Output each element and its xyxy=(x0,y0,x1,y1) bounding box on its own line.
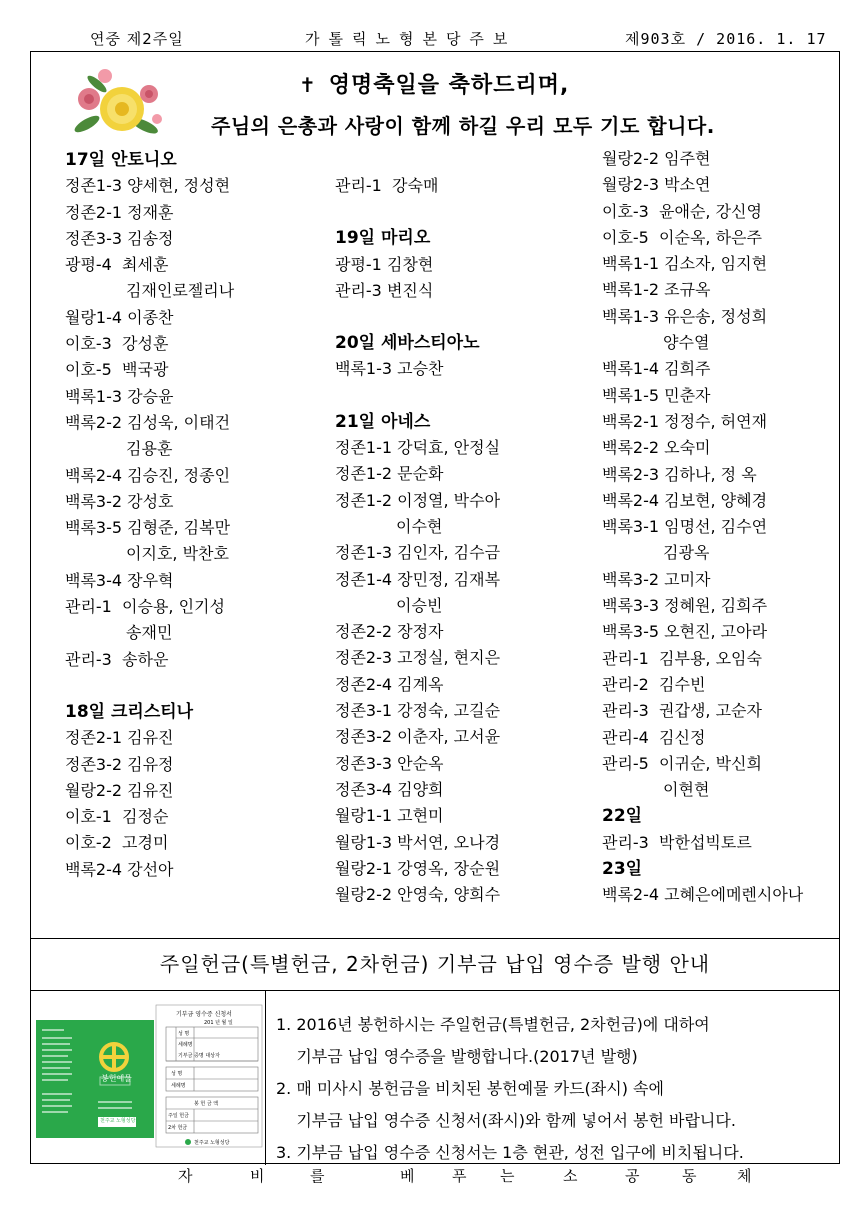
feast-day-heading: 18일 크리스티나 xyxy=(65,701,194,722)
parishioner-entry: 정존3-3 김송정 xyxy=(65,228,174,248)
parishioner-entry: 정존1-2 이정열, 박수아 xyxy=(335,490,501,510)
form-year: 201 년 월 일 xyxy=(204,1020,233,1026)
section-divider xyxy=(31,938,839,939)
main-frame xyxy=(30,51,840,1164)
feast-day-heading: 20일 세바스티아노 xyxy=(335,333,480,354)
parishioner-entry: 이호-3 윤애순, 강신영 xyxy=(602,201,762,221)
parishioner-entry: 정존3-2 이춘자, 고서윤 xyxy=(335,727,501,747)
cross-icon: ✝ xyxy=(299,73,317,97)
motto-character: 비 xyxy=(250,1167,265,1185)
feast-day-heading: 21일 아네스 xyxy=(335,411,431,432)
receipt-cards-illustration xyxy=(36,997,264,1152)
parishioner-entry: 관리-2 김수빈 xyxy=(602,674,706,694)
parishioner-entry: 정존1-1 강덕효, 안정실 xyxy=(335,438,501,458)
parishioner-entry: 백록1-4 김희주 xyxy=(602,359,711,379)
parishioner-entry: 백록3-3 정혜원, 김희주 xyxy=(602,596,768,616)
parishioner-entry: 이수현 xyxy=(335,516,443,536)
notice-item: 1. 2016년 봉헌하시는 주일헌금(특별헌금, 2차헌금)에 대하여 xyxy=(276,1015,710,1034)
parishioner-entry: 백록3-2 강성호 xyxy=(65,491,174,511)
parishioner-entry: 이지호, 박찬호 xyxy=(65,544,229,564)
names-column-2 xyxy=(335,147,500,908)
parishioner-entry: 이호-2 고경미 xyxy=(65,833,169,853)
form-sunday: 주일 헌금 xyxy=(168,1113,189,1119)
parishioner-entry: 이현현 xyxy=(602,780,710,800)
names-column-1 xyxy=(65,147,234,883)
form-name-2: 성 명 xyxy=(171,1071,183,1077)
parishioner-entry: 김용훈 xyxy=(65,439,173,459)
motto-character: 체 xyxy=(737,1167,752,1185)
form-amount: 봉 헌 금 액 xyxy=(194,1101,219,1107)
parishioner-entry: 백록1-3 고승찬 xyxy=(335,359,444,379)
motto-character: 는 xyxy=(500,1167,515,1185)
form-second: 2차 헌금 xyxy=(168,1125,188,1131)
parishioner-entry: 백록2-4 강선아 xyxy=(65,859,174,879)
parishioner-entry: 정존2-4 김계옥 xyxy=(335,674,444,694)
parishioner-entry: 정존3-2 김유정 xyxy=(65,754,174,774)
parishioner-entry: 김광옥 xyxy=(602,543,710,563)
notice-item: 2. 매 미사시 봉헌금을 비치된 봉헌예물 카드(좌시) 속에 xyxy=(276,1079,664,1098)
parishioner-entry: 관리-1 김부용, 오임숙 xyxy=(602,648,762,668)
notice-divider xyxy=(31,990,839,991)
parishioner-entry: 월랑2-2 안영숙, 양희수 xyxy=(335,885,501,905)
parishioner-entry: 이호-1 김정순 xyxy=(65,807,169,827)
form-target: 기부금 증명 대상자 xyxy=(178,1053,220,1059)
parishioner-entry: 관리-1 이승용, 인기성 xyxy=(65,597,225,617)
parishioner-entry: 정존1-4 장민정, 김재복 xyxy=(335,569,501,589)
parishioner-entry: 이호-5 백국광 xyxy=(65,360,169,380)
issue-date: 제903호 / 2016. 1. 17 xyxy=(625,30,827,48)
parishioner-entry: 백록1-2 조규옥 xyxy=(602,280,711,300)
spacer xyxy=(335,199,500,225)
parishioner-entry: 정존3-1 강정숙, 고길순 xyxy=(335,701,501,721)
parishioner-entry: 정존1-2 문순화 xyxy=(335,464,444,484)
parishioner-entry: 백록3-5 김형준, 김복만 xyxy=(65,518,231,538)
parishioner-entry: 월랑1-4 이종찬 xyxy=(65,307,174,327)
notice-vertical-divider xyxy=(265,990,266,1165)
parishioner-entry: 송재민 xyxy=(65,623,173,643)
parishioner-entry: 정존3-4 김양희 xyxy=(335,779,444,799)
names-column-3 xyxy=(602,146,803,909)
parishioner-entry: 광평-4 최세훈 xyxy=(65,255,169,275)
parishioner-entry: 백록3-5 오현진, 고아라 xyxy=(602,622,768,642)
parishioner-entry: 백록2-4 김승진, 정종인 xyxy=(65,465,231,485)
parishioner-entry: 정존1-3 김인자, 김수금 xyxy=(335,543,501,563)
notice-title: 주일헌금(특별헌금, 2차헌금) 기부금 납입 영수증 발행 안내 xyxy=(159,952,711,976)
parishioner-entry: 이호-5 이순옥, 하은주 xyxy=(602,227,762,247)
bulletin-name: 가톨릭노형본당주보 xyxy=(305,30,517,48)
parishioner-entry: 이호-3 강성훈 xyxy=(65,334,169,354)
parishioner-entry: 광평-1 김창현 xyxy=(335,254,434,274)
parishioner-entry: 백록1-3 강승윤 xyxy=(65,386,174,406)
spacer xyxy=(335,147,500,173)
parishioner-entry: 정존2-1 김유진 xyxy=(65,728,174,748)
parishioner-entry: 백록2-4 김보현, 양혜경 xyxy=(602,490,768,510)
form-baptismal: 세례명 xyxy=(178,1042,193,1048)
motto-character: 공 xyxy=(625,1167,640,1185)
parishioner-entry: 백록1-5 민춘자 xyxy=(602,385,711,405)
motto-character: 푸 xyxy=(452,1167,467,1185)
parishioner-entry: 월랑1-3 박서연, 오나경 xyxy=(335,832,501,852)
motto-character: 동 xyxy=(682,1167,697,1185)
page-header xyxy=(0,28,860,50)
parishioner-entry: 관리-3 송하운 xyxy=(65,649,169,669)
parishioner-entry: 백록1-1 김소자, 임지현 xyxy=(602,254,768,274)
parishioner-entry: 백록3-4 장우혁 xyxy=(65,570,174,590)
form-footer: 천주교 노형성당 xyxy=(194,1140,230,1146)
parishioner-entry: 이승빈 xyxy=(335,595,443,615)
parishioner-entry: 월랑1-1 고현미 xyxy=(335,806,444,826)
parishioner-entry: 월랑2-1 강영옥, 장순원 xyxy=(335,858,501,878)
spacer xyxy=(335,383,500,409)
form-name: 성 명 xyxy=(178,1031,190,1037)
parishioner-entry: 백록2-3 김하나, 정 옥 xyxy=(602,464,757,484)
feast-title xyxy=(299,68,569,99)
parishioner-entry: 월랑2-2 김유진 xyxy=(65,780,174,800)
parishioner-entry: 정존2-2 장정자 xyxy=(335,622,444,642)
parishioner-entry: 월랑2-2 임주현 xyxy=(602,149,711,168)
feast-day-heading: 19일 마리오 xyxy=(335,228,431,249)
feast-title-text: 영명축일을 축하드리며, xyxy=(328,73,570,98)
form-title: 기부금 영수증 신청서 xyxy=(176,1011,232,1018)
motto-character: 소 xyxy=(563,1167,578,1185)
parishioner-entry: 백록3-2 고미자 xyxy=(602,569,711,589)
parishioner-entry: 관리-5 이귀순, 박신희 xyxy=(602,753,762,773)
parishioner-entry: 관리-4 김신정 xyxy=(602,727,706,747)
parishioner-entry: 김재인로젤리나 xyxy=(65,281,235,301)
liturgical-week: 연중 제2주일 xyxy=(90,30,184,48)
parishioner-entry: 정존1-3 양세현, 정성현 xyxy=(65,176,231,196)
parishioner-entry: 백록2-2 오숙미 xyxy=(602,438,711,458)
feast-subtitle: 주님의 은총과 사랑이 함께 하길 우리 모두 기도 합니다. xyxy=(211,114,715,138)
feast-day-heading: 17일 안토니오 xyxy=(65,150,177,170)
parishioner-entry: 백록3-1 임명선, 김수연 xyxy=(602,517,768,537)
feast-day-heading: 23일 xyxy=(602,859,643,880)
card-green-title: 봉헌예물 xyxy=(101,1074,132,1083)
parishioner-entry: 양수열 xyxy=(602,333,710,353)
card-green-church: 천주교 노형성당 xyxy=(100,1118,136,1124)
feast-day-heading: 22일 xyxy=(602,806,643,827)
flower-illustration xyxy=(67,64,167,146)
parishioner-entry: 백록2-2 김성욱, 이태건 xyxy=(65,412,231,432)
notice-item: 기부금 납입 영수증 신청서(좌시)와 함께 넣어서 봉헌 바랍니다. xyxy=(276,1111,736,1130)
parishioner-entry: 관리-1 강숙매 xyxy=(335,176,439,195)
spacer xyxy=(335,304,500,330)
parishioner-entry: 관리-3 권갑생, 고순자 xyxy=(602,701,762,721)
notice-items xyxy=(276,1009,744,1169)
parishioner-entry: 백록2-1 정정수, 허연재 xyxy=(602,411,768,431)
motto-character: 베 xyxy=(400,1167,415,1185)
parishioner-entry: 백록1-3 유은송, 정성희 xyxy=(602,306,768,326)
parishioner-entry: 월랑2-3 박소연 xyxy=(602,175,711,195)
parishioner-entry: 정존2-1 정재훈 xyxy=(65,202,174,222)
motto-character: 를 xyxy=(310,1167,325,1185)
notice-item: 3. 기부금 납입 영수증 신청서는 1층 현관, 성전 입구에 비치됩니다. xyxy=(276,1143,744,1162)
form-baptismal-2: 세례명 xyxy=(171,1083,186,1089)
notice-item: 기부금 납입 영수증을 발행합니다.(2017년 발행) xyxy=(276,1047,638,1066)
parishioner-entry: 정존3-3 안순옥 xyxy=(335,753,444,773)
parishioner-entry: 정존2-3 고정실, 현지은 xyxy=(335,648,501,668)
motto-character: 자 xyxy=(178,1167,193,1185)
parishioner-entry: 관리-3 박한섭빅토르 xyxy=(602,832,752,852)
parishioner-entry: 백록2-4 고혜은에메렌시아나 xyxy=(602,885,804,905)
parishioner-entry: 관리-3 변진식 xyxy=(335,280,434,300)
spacer xyxy=(65,673,234,699)
